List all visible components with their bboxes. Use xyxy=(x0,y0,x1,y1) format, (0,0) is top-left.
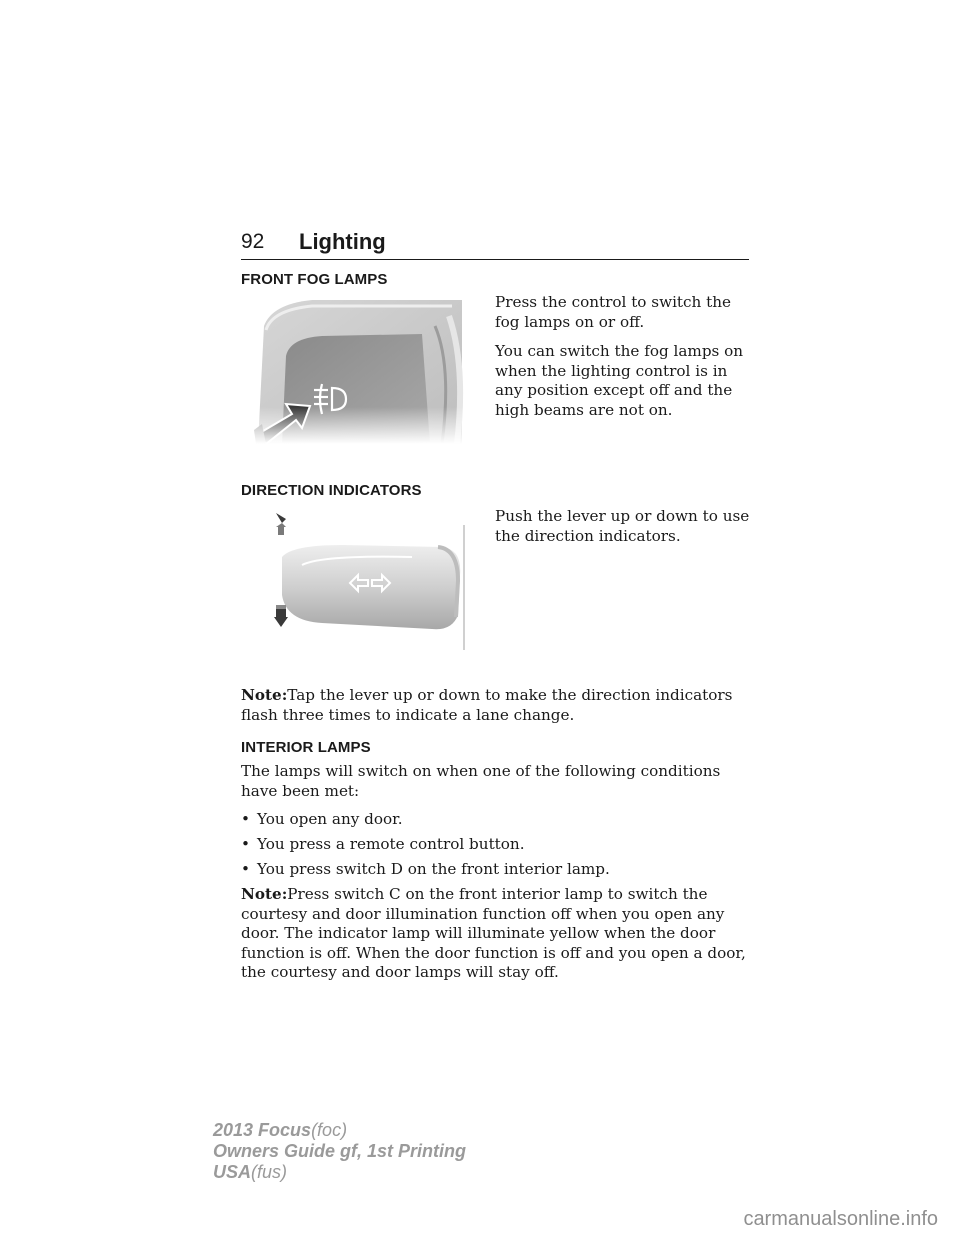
note-text: Tap the lever up or down to make the direction indicators flash three times to indicate a lane change. xyxy=(241,686,733,724)
page-number: 92 xyxy=(241,230,265,253)
lever-up-arrow-icon xyxy=(276,513,286,535)
fog-lamps-heading: FRONT FOG LAMPS xyxy=(241,271,388,288)
lever-down-arrow-icon xyxy=(274,605,288,627)
fog-lamps-paragraph-1: Press the control to switch the fog lamps on or off. xyxy=(495,293,732,331)
interior-lamps-intro: The lamps will switch on when one of the following conditions have been met: xyxy=(241,762,721,800)
header-rule xyxy=(241,259,749,260)
list-item: • You open any door. xyxy=(241,810,403,828)
watermark: carmanualsonline.info xyxy=(743,1208,938,1230)
footer-market: USA(fus) xyxy=(213,1162,288,1182)
direction-lever-illustration xyxy=(262,505,472,650)
list-item: • You press a remote control button. xyxy=(241,835,525,853)
direction-indicators-heading: DIRECTION INDICATORS xyxy=(241,482,422,499)
footer-guide: Owners Guide gf, 1st Printing xyxy=(213,1141,467,1161)
fog-lamp-control-illustration xyxy=(252,296,467,444)
interior-lamps-heading: INTERIOR LAMPS xyxy=(241,739,371,756)
note-label: Note: xyxy=(241,885,288,903)
fog-lamps-paragraph-2: You can switch the fog lamps on when the lighting control is in any position except off and the high beams are not on. xyxy=(495,342,744,419)
chapter-title: Lighting xyxy=(299,229,386,254)
note-text: Press switch C on the front interior lamp to switch the courtesy and door illumination function off when you open any door. The indicator lamp will illuminate yellow when the door function is off. When the door function is off and you open a door, the courtesy and door lamps will stay off. xyxy=(241,885,746,981)
note-label: Note: xyxy=(241,686,288,704)
footer-model: 2013 Focus(foc) xyxy=(213,1120,348,1140)
list-item: • You press switch D on the front interior lamp. xyxy=(241,860,610,878)
direction-indicators-paragraph: Push the lever up or down to use the direction indicators. xyxy=(495,507,750,545)
interior-lamps-note xyxy=(241,885,761,983)
direction-indicators-note xyxy=(241,686,756,725)
